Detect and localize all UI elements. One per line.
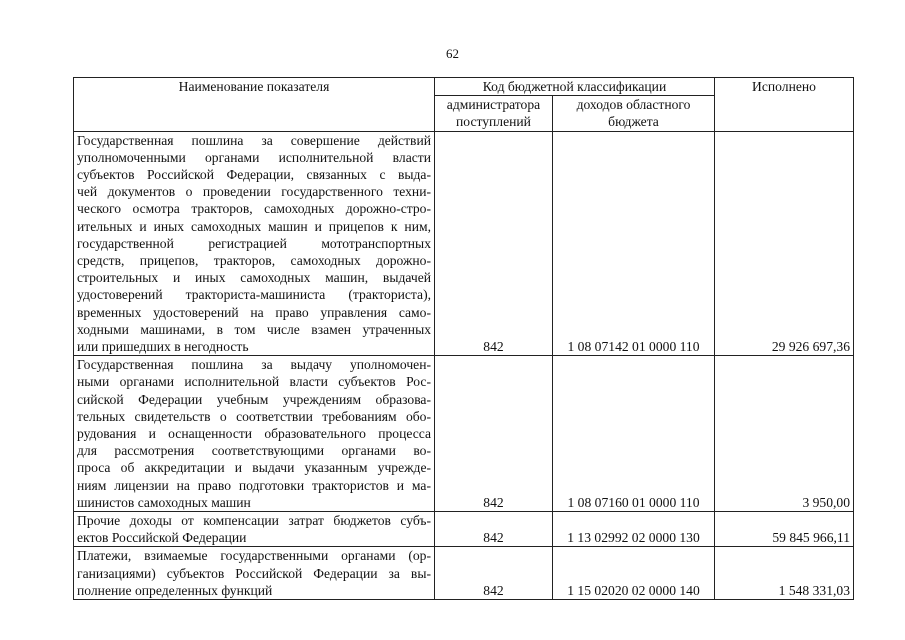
executed-amount-cell: 3 950,00 xyxy=(715,356,854,512)
indicator-name-line: Государственная пошлина за совершение действий xyxy=(77,132,431,148)
indicator-name-line: тельных свидетельств о соответствии требованиям обо- xyxy=(77,408,431,424)
header-budget-classification-code: Код бюджетной классификации xyxy=(435,78,715,96)
indicator-name-cell xyxy=(74,131,435,356)
indicator-name-line: сийской Федерации учебным учреждениям образова- xyxy=(77,391,431,407)
indicator-name-line: полнение определенных функций xyxy=(77,582,273,598)
indicator-name-line: субъектов Российской Федерации, связанных с выда- xyxy=(77,167,431,183)
indicator-name-cell xyxy=(74,512,435,547)
header-revenue-line: доходов областного xyxy=(576,97,691,113)
indicator-name-line: временных удостоверений на право управления само- xyxy=(77,304,431,320)
indicator-name-line: ными органами исполнительной власти субъектов Рос- xyxy=(77,374,431,390)
budget-revenue-table xyxy=(73,77,854,600)
executed-amount-cell: 59 845 966,11 xyxy=(715,512,854,547)
header-administrator xyxy=(435,96,553,131)
indicator-name-line: уполномоченными органами исполнительной власти xyxy=(77,149,431,165)
header-indicator-name: Наименование показателя xyxy=(74,78,435,132)
page-number: 62 xyxy=(446,46,459,61)
header-administrator-line: администратора xyxy=(446,97,541,113)
table-row xyxy=(74,547,854,600)
table-row xyxy=(74,356,854,512)
administrator-code-cell: 842 xyxy=(435,356,553,512)
executed-amount-cell: 29 926 697,36 xyxy=(715,131,854,356)
indicator-name-line: для рассмотрения соответствующими органами во- xyxy=(77,443,431,459)
executed-amount-cell: 1 548 331,03 xyxy=(715,547,854,600)
indicator-name-line: проса об аккредитации и выдачи указанным учрежде- xyxy=(77,460,431,476)
administrator-code-cell: 842 xyxy=(435,131,553,356)
indicator-name-cell xyxy=(74,547,435,600)
indicator-name-line: ительных и иных самоходных машин и прицепов к ним, xyxy=(77,218,431,234)
header-revenue-line: бюджета xyxy=(608,114,659,130)
indicator-name-line: или пришедших в негодность xyxy=(77,339,249,355)
table-row xyxy=(74,512,854,547)
header-administrator-line: поступлений xyxy=(456,114,531,130)
indicator-name-line: ходными машинами, в том числе взамен утраченных xyxy=(77,321,431,337)
indicator-name-line: Государственная пошлина за выдачу уполномочен- xyxy=(77,357,431,373)
revenue-code-cell: 1 13 02992 02 0000 130 xyxy=(553,512,715,547)
header-row-top xyxy=(74,78,854,96)
indicator-name-line: Платежи, взимаемые государственными органами (ор- xyxy=(77,548,431,564)
table-row xyxy=(74,131,854,356)
indicator-name-line: ниям лицензии на право подготовки трактористов и ма- xyxy=(77,477,431,493)
indicator-name-line: шинистов самоходных машин xyxy=(77,494,251,510)
indicator-name-line: чей документов о проведении государственного техни- xyxy=(77,184,431,200)
revenue-code-cell: 1 15 02020 02 0000 140 xyxy=(553,547,715,600)
administrator-code-cell: 842 xyxy=(435,547,553,600)
indicator-name-line: рудования и оснащенности образовательного процесса xyxy=(77,426,431,442)
indicator-name-line: ческого осмотра тракторов, самоходных дорожно-стро- xyxy=(77,201,431,217)
indicator-name-line: удостоверений тракториста-машиниста (тракториста), xyxy=(77,287,431,303)
indicator-name-line: средств, прицепов, тракторов, самоходных дорожно- xyxy=(77,253,431,269)
indicator-name-line: Прочие доходы от компенсации затрат бюджетов субъ- xyxy=(77,513,431,529)
indicator-name-line: ганизациями) субъектов Российской Федерации за вы- xyxy=(77,565,431,581)
indicator-name-cell xyxy=(74,356,435,512)
indicator-name-line: ектов Российской Федерации xyxy=(77,530,247,546)
revenue-code-cell: 1 08 07142 01 0000 110 xyxy=(553,131,715,356)
header-executed: Исполнено xyxy=(715,78,854,132)
header-regional-revenue xyxy=(553,96,715,131)
revenue-code-cell: 1 08 07160 01 0000 110 xyxy=(553,356,715,512)
indicator-name-line: строительных и иных самоходных машин, выдачей xyxy=(77,270,431,286)
administrator-code-cell: 842 xyxy=(435,512,553,547)
indicator-name-line: государственной регистрацией мототранспортных xyxy=(77,235,431,251)
